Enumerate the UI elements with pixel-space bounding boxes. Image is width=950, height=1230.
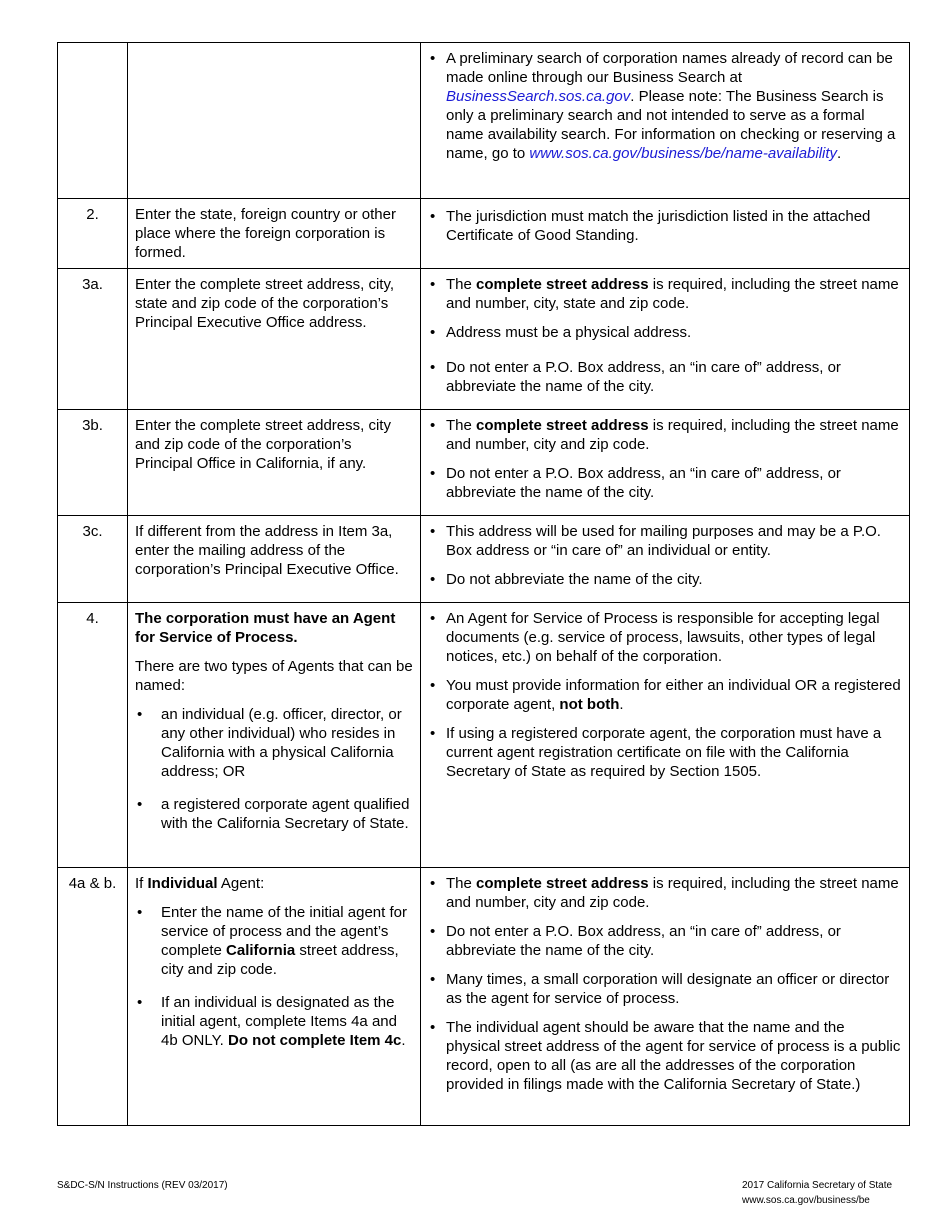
form-id-footer: S&DC-S/N Instructions (REV 03/2017) <box>57 1180 228 1191</box>
item-description: Enter the complete street address, city and zip code of the corporation’s Principal Office in California, if any. <box>128 410 421 516</box>
item-notes <box>421 269 910 410</box>
item-number <box>58 43 128 199</box>
item-notes <box>421 868 910 1126</box>
item-number: 3b. <box>58 410 128 516</box>
item-number: 3a. <box>58 269 128 410</box>
list-item: • Do not enter a P.O. Box address, an “in care of” address, or abbreviate the name of the city. <box>428 922 902 960</box>
list-item: • Enter the name of the initial agent for service of process and the agent’s complete California street address, city and zip code. <box>135 903 413 979</box>
list-item: • The jurisdiction must match the jurisdiction listed in the attached Certificate of Good Standing. <box>428 207 902 245</box>
item-number: 2. <box>58 199 128 269</box>
item-notes <box>421 199 910 269</box>
item-number: 4a & b. <box>58 868 128 1126</box>
table-row <box>58 516 910 603</box>
list-item: • Do not abbreviate the name of the city. <box>428 570 902 589</box>
list-item: • Address must be a physical address. <box>428 323 902 342</box>
table-row <box>58 43 910 199</box>
item-description: Enter the state, foreign country or other place where the foreign corporation is formed. <box>128 199 421 269</box>
table-row <box>58 410 910 516</box>
agent-required-heading: The corporation must have an Agent for Service of Process. <box>135 610 396 646</box>
table-row <box>58 269 910 410</box>
table-row <box>58 868 910 1126</box>
instructions-table <box>57 42 910 1126</box>
copyright-line: 2017 California Secretary of State <box>742 1180 893 1191</box>
item-description: If Individual Agent: • Enter the name of the initial agent for service of process and the agent’s complete California street address, city and zip code. • If an individual is designated as the initial agent, complete Items 4a and 4b ONLY. Do not complete Item 4c. <box>128 868 421 1126</box>
item-description <box>128 43 421 199</box>
list-item: • Many times, a small corporation will designate an officer or director as the agent for service of process. <box>428 970 902 1008</box>
list-item: • An Agent for Service of Process is responsible for accepting legal documents (e.g. service of process, lawsuits, other types of legal notices, etc.) on behalf of the corporation. <box>428 609 902 666</box>
list-item: • Do not enter a P.O. Box address, an “in care of” address, or abbreviate the name of the city. <box>428 464 902 502</box>
list-item: • The complete street address is required, including the street name and number, city and zip code. <box>428 416 902 454</box>
list-item: • The complete street address is required, including the street name and number, city, state and zip code. <box>428 275 902 313</box>
item-notes <box>421 603 910 868</box>
website-line: www.sos.ca.gov/business/be <box>742 1195 870 1206</box>
table-row <box>58 199 910 269</box>
item-number: 4. <box>58 603 128 868</box>
list-item: • a registered corporate agent qualified with the California Secretary of State. <box>135 795 413 833</box>
business-search-link[interactable]: BusinessSearch.sos.ca.gov <box>446 88 631 105</box>
item-notes <box>421 410 910 516</box>
list-item: • Do not enter a P.O. Box address, an “in care of” address, or abbreviate the name of the city. <box>428 358 902 396</box>
publisher-footer <box>742 1178 892 1208</box>
item-notes <box>421 43 910 199</box>
list-item: • If an individual is designated as the initial agent, complete Items 4a and 4b ONLY. Do not complete Item 4c. <box>135 993 413 1050</box>
item-number: 3c. <box>58 516 128 603</box>
list-item: • A preliminary search of corporation names already of record can be made online through our Business Search at BusinessSearch.sos.ca.gov. Please note: The Business Search is only a preliminary search and not intended to serve as a formal name availability search. For information on checking or reserving a name, go to www.sos.ca.gov/business/be/name-availability. <box>428 49 902 163</box>
list-item: • The complete street address is required, including the street name and number, city and zip code. <box>428 874 902 912</box>
name-availability-link[interactable]: www.sos.ca.gov/business/be/name-availability <box>529 145 838 162</box>
item-notes <box>421 516 910 603</box>
list-item: • The individual agent should be aware that the name and the physical street address of the agent for service of process is a public record, open to all (as are all the addresses of the corporation provided in filings made with the California Secretary of State.) <box>428 1018 902 1094</box>
item-description: If different from the address in Item 3a, enter the mailing address of the corporation’s Principal Executive Office. <box>128 516 421 603</box>
table-row <box>58 603 910 868</box>
list-item: • an individual (e.g. officer, director, or any other individual) who resides in California with a physical California address; OR <box>135 705 413 781</box>
list-item: • You must provide information for either an individual OR a registered corporate agent, not both. <box>428 676 902 714</box>
list-item: • This address will be used for mailing purposes and may be a P.O. Box address or “in care of” an individual or entity. <box>428 522 902 560</box>
list-item: • If using a registered corporate agent, the corporation must have a current agent registration certificate on file with the California Secretary of State as required by Section 1505. <box>428 724 902 781</box>
item-description: The corporation must have an Agent for Service of Process. There are two types of Agents that can be named: • an individual (e.g. officer, director, or any other individual) who resides in California with a physical California address; OR • a registered corporate agent qualified with the California Secretary of State. <box>128 603 421 868</box>
item-description: Enter the complete street address, city, state and zip code of the corporation’s Principal Executive Office address. <box>128 269 421 410</box>
